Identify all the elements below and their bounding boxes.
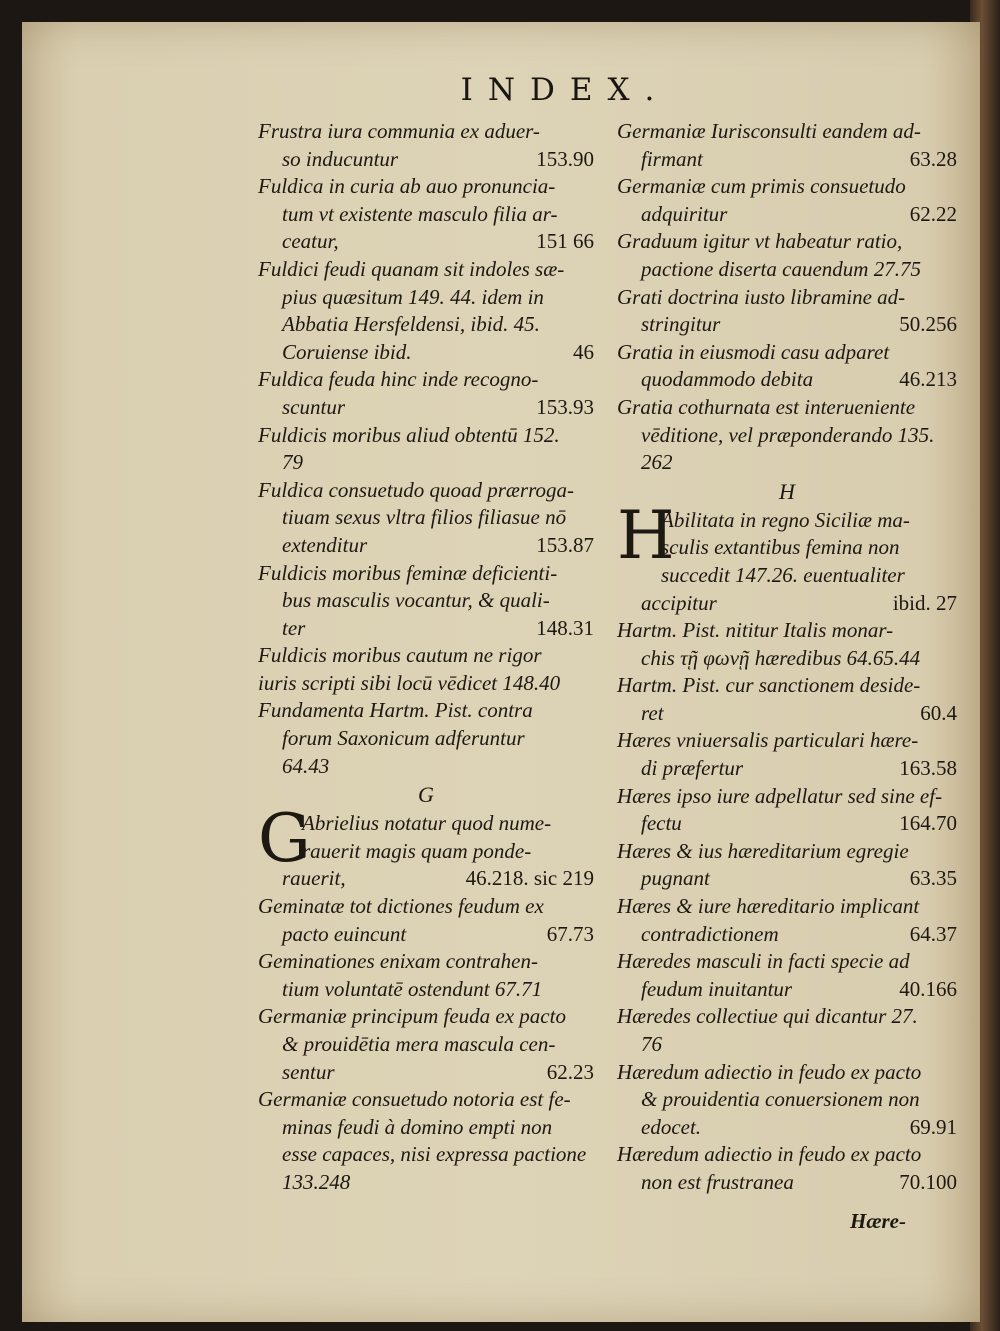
index-entry-text: Abilitata in regno Siciliæ ma- bbox=[661, 507, 910, 532]
index-entry-text: forum Saxonicum adferuntur bbox=[282, 726, 525, 751]
page-reference: 60.4 bbox=[920, 700, 957, 725]
index-entry-text: Hæredum adiectio in feudo ex pacto bbox=[617, 1142, 922, 1167]
index-line bbox=[258, 642, 594, 670]
index-entry-text: Fuldicis moribus cautum ne rigor bbox=[258, 643, 542, 668]
index-entry-text: pius quæsitum 149. 44. idem in bbox=[282, 284, 544, 309]
index-line bbox=[258, 504, 594, 532]
index-entry-text: Fuldicis moribus feminæ deficienti- bbox=[258, 560, 558, 585]
index-entry-text: Fuldicis moribus aliud obtentū 152. bbox=[258, 422, 560, 447]
index-entry-text: vēditione, vel præponderando 135. bbox=[641, 422, 935, 447]
index-entry-text: pacto euincunt bbox=[282, 921, 407, 946]
index-entry-text: accipitur bbox=[641, 590, 717, 615]
index-entry-text: Hartm. Pist. cur sanctionem deside- bbox=[617, 673, 921, 698]
page-title: INDEX. bbox=[460, 72, 670, 108]
index-entry-text: tiuam sexus vltra filios filiasue nō bbox=[282, 505, 567, 530]
index-line bbox=[617, 645, 957, 673]
index-line bbox=[258, 1169, 594, 1197]
index-entry-text: Geminatæ tot dictiones feudum ex bbox=[258, 894, 544, 919]
index-line bbox=[617, 284, 957, 312]
index-line bbox=[617, 173, 957, 201]
index-line bbox=[617, 562, 957, 590]
index-entry-text: bus masculis vocantur, & quali- bbox=[282, 588, 550, 613]
page-reference: 67.73 bbox=[546, 921, 594, 946]
index-entry-text: minas feudi à domino empti non bbox=[282, 1114, 553, 1139]
index-entry-text: ter bbox=[282, 615, 306, 640]
page-reference: 63.35 bbox=[909, 866, 957, 891]
index-line bbox=[617, 810, 957, 838]
index-line bbox=[258, 256, 594, 284]
page-reference: 40.166 bbox=[899, 976, 957, 1001]
page-reference: ibid. 27 bbox=[892, 590, 957, 615]
index-line bbox=[258, 449, 594, 477]
index-entry-text: quodammodo debita bbox=[641, 367, 814, 392]
index-line bbox=[617, 617, 957, 645]
index-line bbox=[258, 1031, 594, 1059]
index-line bbox=[617, 534, 957, 562]
index-line bbox=[258, 146, 594, 174]
page-reference: 153.87 bbox=[536, 532, 594, 557]
index-entry-text: extenditur bbox=[282, 532, 368, 557]
index-line bbox=[617, 948, 957, 976]
index-entry-text: Hæredum adiectio in feudo ex pacto bbox=[617, 1059, 922, 1084]
index-line bbox=[258, 1003, 594, 1031]
index-line bbox=[258, 865, 594, 893]
index-line bbox=[258, 284, 594, 312]
index-entry-text: Fundamenta Hartm. Pist. contra bbox=[258, 698, 533, 723]
index-line bbox=[258, 173, 594, 201]
index-line bbox=[617, 838, 957, 866]
section-letter-heading: H bbox=[779, 478, 795, 504]
page-reference: 69.91 bbox=[909, 1114, 957, 1139]
index-line bbox=[617, 256, 957, 284]
index-line bbox=[617, 590, 957, 618]
index-entry-text: Coruiense ibid. bbox=[282, 339, 412, 364]
index-entry-text: scuntur bbox=[282, 394, 345, 419]
index-line bbox=[617, 700, 957, 728]
index-line bbox=[258, 615, 594, 643]
index-entry-text: Gratia in eiusmodi casu adparet bbox=[617, 339, 890, 364]
index-entry-text: Fuldici feudi quanam sit indoles sæ- bbox=[258, 256, 565, 281]
page-reference: 151 66 bbox=[536, 229, 594, 254]
index-entry-text: Germaniæ principum feuda ex pacto bbox=[258, 1004, 566, 1029]
index-entry-text: Germaniæ cum primis consuetudo bbox=[617, 174, 906, 199]
page-reference: 64.37 bbox=[909, 921, 957, 946]
index-entry-text: rauerit magis quam ponde- bbox=[302, 838, 532, 863]
index-entry-text: iuris scripti sibi locū vēdicet 148.40 bbox=[258, 670, 561, 695]
index-entry-text: chis τῇ φωνῇ hæredibus 64.65.44 bbox=[641, 645, 921, 670]
section-letter-heading: G bbox=[418, 782, 434, 808]
index-line bbox=[258, 477, 594, 505]
index-line bbox=[617, 449, 957, 477]
index-entry-text: succedit 147.26. euentualiter bbox=[661, 562, 905, 587]
index-line bbox=[258, 228, 594, 256]
page-reference: 62.23 bbox=[546, 1059, 594, 1084]
index-line bbox=[258, 339, 594, 367]
index-line bbox=[258, 921, 594, 949]
index-entry-text: Graduum igitur vt habeatur ratio, bbox=[617, 229, 903, 254]
page-reference: 70.100 bbox=[899, 1169, 957, 1194]
index-entry-text: Hæres & iure hæreditario implicant bbox=[617, 894, 920, 919]
index-entry-text: Hæres vniuersalis particulari hære- bbox=[617, 728, 919, 753]
index-line bbox=[617, 366, 957, 394]
index-entry-text: Germaniæ consuetudo notoria est fe- bbox=[258, 1087, 571, 1112]
index-line bbox=[617, 118, 957, 146]
index-entry-text: & prouidentia conuersionem non bbox=[641, 1087, 920, 1112]
index-line bbox=[617, 672, 957, 700]
page-reference: 153.90 bbox=[536, 146, 594, 171]
index-line bbox=[617, 755, 957, 783]
index-line bbox=[258, 201, 594, 229]
page-reference: 62.22 bbox=[909, 201, 957, 226]
index-entry-text: Abbatia Hersfeldensi, ibid. 45. bbox=[282, 312, 540, 337]
index-line bbox=[617, 228, 957, 256]
index-line bbox=[258, 810, 594, 838]
index-entry-text: Fuldica consuetudo quoad prærroga- bbox=[258, 477, 574, 502]
index-line bbox=[258, 697, 594, 725]
index-entry-text: Gratia cothurnata est interueniente bbox=[617, 394, 916, 419]
index-line bbox=[617, 921, 957, 949]
index-entry-text: tum vt existente masculo filia ar- bbox=[282, 201, 558, 226]
index-entry-text: stringitur bbox=[641, 312, 721, 337]
index-line bbox=[617, 394, 957, 422]
index-entry-text: Hartm. Pist. nititur Italis monar- bbox=[617, 618, 894, 643]
index-line bbox=[617, 1031, 957, 1059]
index-line bbox=[617, 1003, 957, 1031]
page-reference: 63.28 bbox=[909, 146, 957, 171]
index-line bbox=[258, 976, 594, 1004]
index-entry-text: contradictionem bbox=[641, 921, 779, 946]
index-entry-text: 262 bbox=[641, 450, 673, 475]
page-reference: 153.93 bbox=[536, 394, 594, 419]
index-line bbox=[617, 339, 957, 367]
index-line bbox=[617, 1141, 957, 1169]
index-line bbox=[617, 893, 957, 921]
index-line bbox=[258, 394, 594, 422]
index-entry-text: Frustra iura communia ex aduer- bbox=[258, 119, 540, 143]
index-line bbox=[258, 725, 594, 753]
index-entry-text: so inducuntur bbox=[282, 146, 399, 171]
index-entry-text: Fuldica feuda hinc inde recogno- bbox=[258, 367, 539, 392]
index-line bbox=[258, 560, 594, 588]
drop-cap: H bbox=[617, 496, 675, 574]
index-entry-text: fectu bbox=[641, 811, 682, 836]
index-line bbox=[258, 1141, 594, 1169]
index-entry-text: Hæredes collectiue qui dicantur 27. bbox=[617, 1004, 918, 1029]
index-entry-text: adquiritur bbox=[641, 201, 728, 226]
index-entry-text: Geminationes enixam contrahen- bbox=[258, 949, 538, 974]
index-line bbox=[258, 753, 594, 781]
index-line bbox=[617, 507, 957, 535]
page-reference: 50.256 bbox=[899, 312, 957, 337]
index-entry-text: Hæres ipso iure adpellatur sed sine ef- bbox=[617, 783, 943, 808]
page-reference: 46.213 bbox=[899, 367, 957, 392]
index-line bbox=[617, 1114, 957, 1142]
index-entry-text: di præfertur bbox=[641, 756, 744, 781]
index-entry-text: non est frustranea bbox=[641, 1169, 794, 1194]
index-line bbox=[617, 201, 957, 229]
index-line bbox=[258, 366, 594, 394]
index-entry-text: sentur bbox=[282, 1059, 335, 1084]
index-entry-text: pugnant bbox=[641, 866, 710, 891]
index-entry-text: firmant bbox=[641, 146, 703, 171]
right-column bbox=[617, 118, 957, 1197]
index-line bbox=[617, 422, 957, 450]
index-line bbox=[617, 311, 957, 339]
page-reference: 46 bbox=[573, 339, 594, 364]
index-entry-text: 76 bbox=[641, 1032, 662, 1056]
index-entry-text: rauerit, bbox=[282, 866, 346, 891]
index-entry-text: Grati doctrina iusto libramine ad- bbox=[617, 284, 906, 309]
index-line bbox=[258, 1086, 594, 1114]
index-line bbox=[258, 311, 594, 339]
index-line bbox=[258, 838, 594, 866]
index-line bbox=[617, 1086, 957, 1114]
index-entry-text: & prouidētia mera mascula cen- bbox=[282, 1032, 556, 1056]
index-line bbox=[258, 118, 594, 146]
index-line bbox=[258, 1059, 594, 1087]
index-entry-text: sculis extantibus femina non bbox=[661, 535, 900, 560]
index-line bbox=[617, 783, 957, 811]
page-reference: 46.218. sic 219 bbox=[465, 866, 594, 891]
index-entry-text: esse capaces, nisi expressa pactione bbox=[282, 1142, 587, 1167]
index-line bbox=[617, 146, 957, 174]
index-line bbox=[617, 1169, 957, 1197]
index-line bbox=[258, 422, 594, 450]
index-line bbox=[617, 865, 957, 893]
index-entry-text: 133.248 bbox=[282, 1169, 351, 1194]
index-entry-text: tium voluntatē ostendunt 67.71 bbox=[282, 976, 543, 1001]
index-entry-text: 64.43 bbox=[282, 753, 330, 778]
index-entry-text: Fuldica in curia ab auo pronuncia- bbox=[258, 174, 556, 199]
index-line bbox=[617, 976, 957, 1004]
index-entry-text: Germaniæ Iurisconsulti eandem ad- bbox=[617, 119, 921, 143]
catchword: Hære- bbox=[850, 1209, 906, 1233]
index-entry-text: Hæres & ius hæreditarium egregie bbox=[617, 838, 909, 863]
index-line bbox=[258, 1114, 594, 1142]
index-line bbox=[258, 670, 594, 698]
index-line bbox=[258, 893, 594, 921]
index-line bbox=[617, 727, 957, 755]
index-entry-text: edocet. bbox=[641, 1114, 702, 1139]
index-entry-text: Abrielius notatur quod nume- bbox=[302, 811, 552, 836]
index-entry-text: feudum inuitantur bbox=[641, 976, 793, 1001]
left-column bbox=[258, 118, 594, 1197]
index-entry-text: ceatur, bbox=[282, 229, 339, 254]
index-entry-text: pactione diserta cauendum 27.75 bbox=[641, 256, 921, 281]
index-entry-text: ret bbox=[641, 700, 664, 725]
page-reference: 164.70 bbox=[899, 811, 957, 836]
page-reference: 148.31 bbox=[536, 615, 594, 640]
index-line bbox=[258, 587, 594, 615]
index-entry-text: 79 bbox=[282, 450, 303, 475]
page-reference: 163.58 bbox=[899, 756, 957, 781]
index-line bbox=[258, 532, 594, 560]
index-entry-text: Hæredes masculi in facti specie ad bbox=[617, 949, 910, 974]
drop-cap: G bbox=[258, 800, 311, 878]
index-line bbox=[258, 948, 594, 976]
index-line bbox=[617, 1059, 957, 1087]
